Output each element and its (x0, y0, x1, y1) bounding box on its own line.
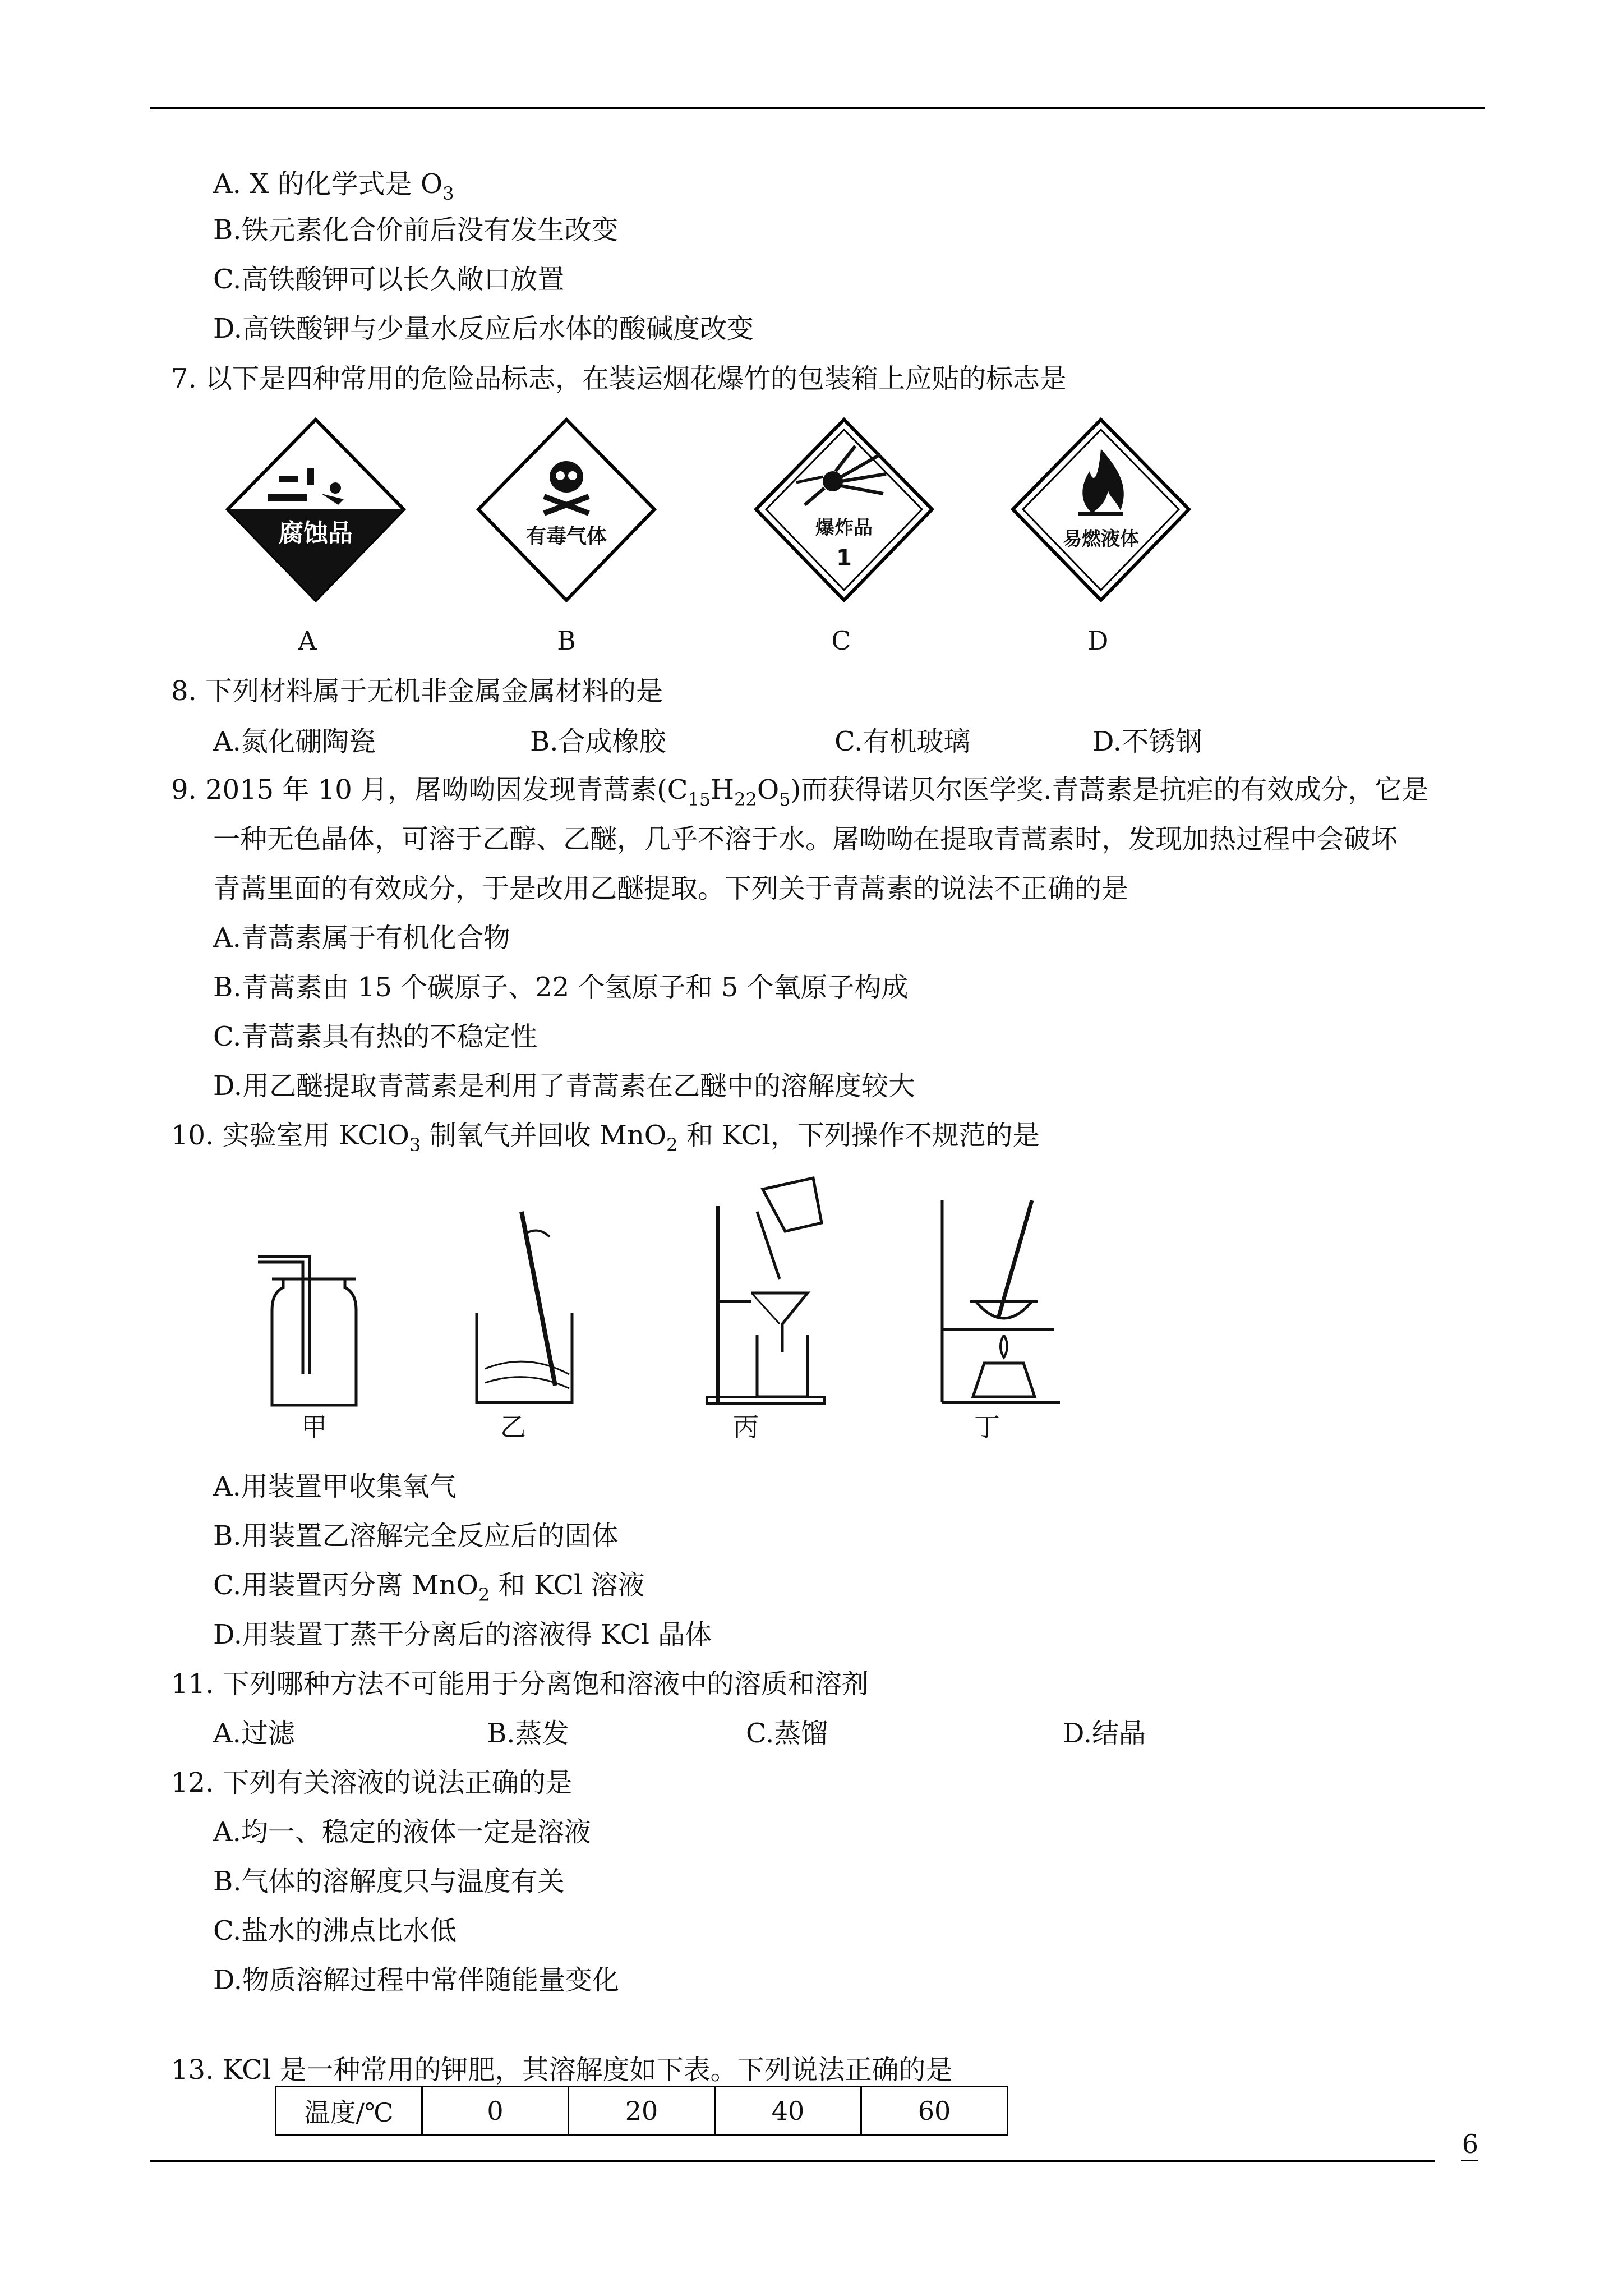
apparatus-label-yi: 乙 (500, 1412, 526, 1442)
q9-stem-line3: 青蒿里面的有效成分，于是改用乙醚提取。下列关于青蒿素的说法不正确的是 (213, 873, 1129, 904)
q8-option-a: A.氮化硼陶瓷 (213, 726, 376, 757)
q6-option-b: B.铁元素化合价前后没有发生改变 (213, 214, 619, 246)
apparatus-yi (460, 1200, 594, 1414)
q11-option-a: A.过滤 (213, 1718, 295, 1749)
q12-option-b: B.气体的溶解度只与温度有关 (213, 1866, 565, 1897)
sign-d-text: 易燃液体 (1063, 528, 1139, 550)
header-rule (150, 107, 1485, 109)
q11-option-d: D.结晶 (1063, 1718, 1146, 1749)
q12-option-a: A.均一、稳定的液体一定是溶液 (213, 1816, 591, 1848)
q9-option-c: C.青蒿素具有热的不稳定性 (213, 1021, 538, 1052)
table-cell: 20 (569, 2087, 715, 2136)
sign-c-number: 1 (836, 545, 852, 571)
apparatus-ding (931, 1189, 1077, 1414)
apparatus-bing (695, 1167, 841, 1414)
q8-option-c: C.有机玻璃 (834, 726, 971, 757)
table-row (276, 2087, 1008, 2136)
q6-option-a: A. X 的化学式是 $O_3$ (213, 168, 454, 204)
q12-option-d: D.物质溶解过程中常伴随能量变化 (213, 1964, 620, 1996)
q9-option-d: D.用乙醚提取青蒿素是利用了青蒿素在乙醚中的溶解度较大 (213, 1070, 916, 1102)
apparatus-label-bing: 丙 (733, 1412, 759, 1442)
q10-option-c: C.用装置丙分离 MnO$_2$ 和 KCl 溶液 (213, 1570, 645, 1605)
q7-stem: 7. 以下是四种常用的危险品标志，在装运烟花爆竹的包装箱上应贴的标志是 (171, 363, 1067, 394)
q9-stem-line2: 一种无色晶体，可溶于乙醇、乙醚，几乎不溶于水。屠呦呦在提取青蒿素时，发现加热过程中会破坏 (213, 823, 1398, 855)
flammable-sign (1008, 415, 1193, 606)
sign-a-label: A (298, 625, 317, 656)
page-number: 6 (1461, 2129, 1478, 2159)
sign-c-text: 爆炸品 (815, 517, 873, 539)
page-number-mark (1461, 2160, 1478, 2161)
solubility-table (275, 2086, 1008, 2136)
q9-stem-line1: 9. 2015 年 10 月，屠呦呦因发现青蒿素$(C_{15}H_{22}O_5)$而获得诺贝尔医学奖.青蒿素是抗疟的有效成分，它是 (171, 774, 1429, 810)
q12-stem: 12. 下列有关溶液的说法正确的是 (171, 1767, 573, 1798)
q8-option-d: D.不锈钢 (1092, 726, 1203, 757)
q12-option-c: C.盐水的沸点比水低 (213, 1915, 457, 1947)
sign-b-label: B (557, 625, 576, 656)
q11-option-c: C.蒸馏 (746, 1718, 828, 1749)
sign-b-text: 有毒气体 (525, 525, 607, 548)
table-cell: 0 (422, 2087, 569, 2136)
q11-stem: 11. 下列哪种方法不可能用于分离饱和溶液中的溶质和溶剂 (171, 1668, 869, 1700)
q10-option-d: D.用装置丁蒸干分离后的溶液得 KCl 晶体 (213, 1619, 712, 1650)
sign-c-label: C (831, 625, 851, 656)
table-cell: 温度/℃ (276, 2087, 422, 2136)
apparatus-label-ding: 丁 (974, 1412, 1000, 1442)
q9-option-a: A.青蒿素属于有机化合物 (213, 922, 510, 954)
q10-option-b: B.用装置乙溶解完全反应后的固体 (213, 1520, 619, 1552)
q13-stem: 13. KCl 是一种常用的钾肥，其溶解度如下表。下列说法正确的是 (171, 2054, 953, 2086)
q9-option-b: B.青蒿素由 15 个碳原子、22 个氢原子和 5 个氧原子构成 (213, 972, 909, 1003)
explosive-sign (751, 415, 937, 606)
q8-stem: 8. 下列材料属于无机非金属金属材料的是 (171, 675, 663, 707)
footer-rule (150, 2160, 1435, 2162)
q10-stem: 10. 实验室用 KClO$_3$ 制氧气并回收 MnO$_2$ 和 KCl，下列操作不规范的是 (171, 1120, 1040, 1156)
q11-option-b: B.蒸发 (487, 1718, 569, 1749)
apparatus-label-jia: 甲 (301, 1412, 327, 1442)
sign-d-label: D (1087, 625, 1109, 656)
apparatus-jia (247, 1245, 370, 1414)
q6-option-d: D.高铁酸钾与少量水反应后水体的酸碱度改变 (213, 313, 754, 344)
q8-option-b: B.合成橡胶 (530, 726, 666, 757)
toxic-sign (474, 415, 659, 606)
table-cell: 60 (861, 2087, 1008, 2136)
q10-option-a: A.用装置甲收集氧气 (213, 1471, 457, 1502)
sign-a-text: 腐蚀品 (279, 519, 353, 547)
table-cell: 40 (715, 2087, 861, 2136)
q6-option-c: C.高铁酸钾可以长久敞口放置 (213, 264, 565, 295)
corrosive-sign (223, 415, 408, 606)
